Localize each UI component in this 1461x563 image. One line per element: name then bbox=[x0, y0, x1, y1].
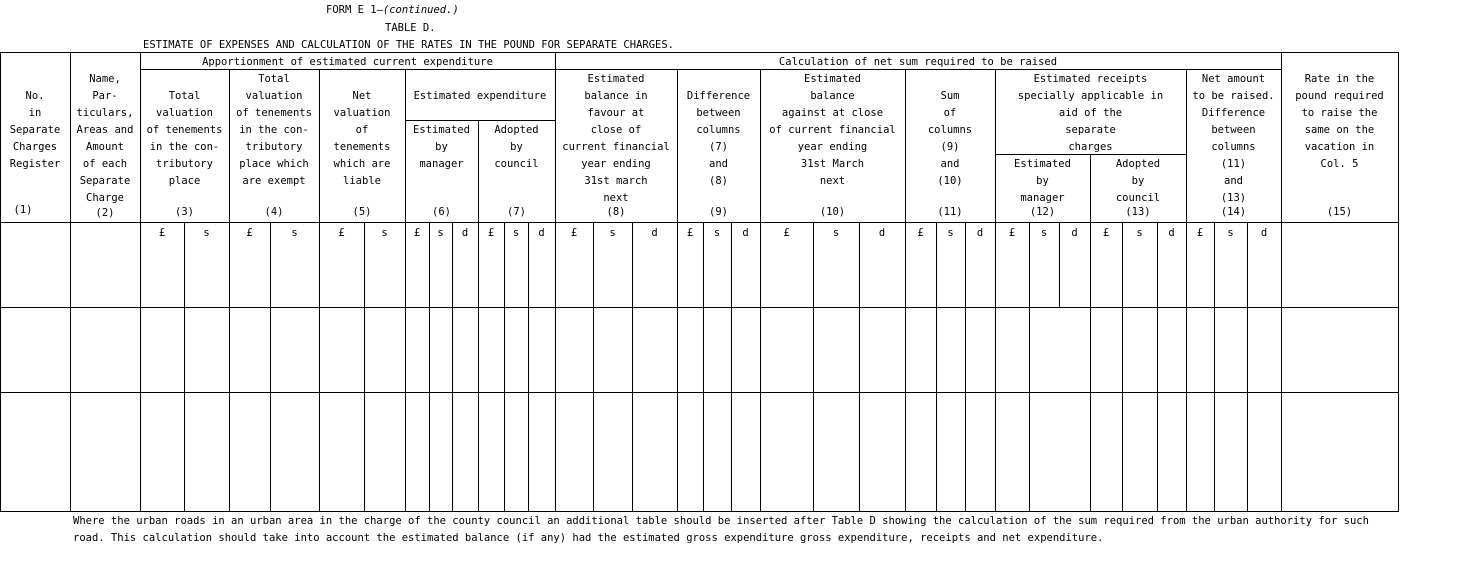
col9-header-line: between bbox=[696, 107, 741, 119]
header-estimated-receipts-line: aid of the bbox=[1058, 107, 1123, 119]
col3-number: (3) bbox=[175, 206, 194, 218]
rule-line bbox=[703, 222, 704, 511]
col2-header-line: Separate bbox=[79, 175, 131, 187]
unit-label: s bbox=[1040, 227, 1048, 239]
col2-header-line: Amount bbox=[86, 141, 124, 153]
unit-label: s bbox=[947, 227, 954, 239]
col3-header-line: Total bbox=[168, 90, 201, 102]
col2-header-line: Areas and bbox=[76, 124, 134, 136]
col14-header-line: columns bbox=[1211, 141, 1256, 153]
unit-label: £ bbox=[413, 227, 421, 239]
form-title: FORM E 1—(continued.) bbox=[326, 4, 459, 16]
rule-line bbox=[859, 222, 860, 511]
col3-header-line: tributory bbox=[156, 158, 213, 170]
col5-number: (5) bbox=[352, 206, 372, 218]
unit-label: £ bbox=[686, 227, 694, 239]
col3-header-line: place bbox=[168, 175, 201, 187]
header-estimated-receipts-line: separate bbox=[1065, 124, 1116, 136]
unit-label: £ bbox=[246, 227, 253, 239]
col4-header-line: valuation bbox=[245, 90, 303, 102]
col4-header-line: tributory bbox=[245, 141, 303, 153]
col14-header-line: Net amount bbox=[1201, 73, 1266, 85]
col10-header-line: balance bbox=[810, 90, 855, 102]
unit-label: d bbox=[976, 227, 984, 239]
unit-label: d bbox=[1168, 227, 1175, 239]
col3-header-line: in the con- bbox=[149, 141, 220, 153]
col8-header-line: balance in bbox=[584, 90, 648, 102]
col10-header-line: next bbox=[819, 175, 846, 187]
rule-line bbox=[632, 222, 633, 511]
rule-line bbox=[528, 222, 529, 511]
col8-header-line: close of bbox=[590, 124, 642, 136]
col7-header-line: council bbox=[494, 158, 539, 170]
rule-line bbox=[478, 120, 479, 511]
col1-header-line: Charges bbox=[12, 141, 58, 153]
rule-line bbox=[0, 392, 1399, 393]
col6-header-line: Estimated bbox=[413, 124, 470, 136]
unit-label: £ bbox=[570, 227, 578, 239]
col10-header-line: 31st March bbox=[800, 158, 865, 170]
col13-header-line: Adopted bbox=[1115, 158, 1161, 170]
col15-header-line: vacation in bbox=[1304, 141, 1375, 153]
col9-header-line: (7) bbox=[709, 141, 728, 153]
header-apportionment: Apportionment of estimated current expenditure bbox=[202, 56, 493, 68]
col10-header-line: Estimated bbox=[804, 73, 861, 85]
footer-note: Where the urban roads in an urban area in the charge of the county council an additional table should be inserted after Table D showing the calculation of the sum required from the urban authority for such road. This calculation should take into account the estimated balance (if any) had the estimated gross expenditure gross expenditure, receipts and net expenditure. bbox=[73, 515, 1369, 544]
col5-header-line: valuation bbox=[333, 107, 391, 119]
col15-number: (15) bbox=[1326, 206, 1353, 218]
header-estimated-receipts-line: specially applicable in bbox=[1017, 90, 1164, 102]
unit-label: d bbox=[651, 227, 658, 239]
col9-header-line: (8) bbox=[709, 175, 728, 187]
col8-header-line: Estimated bbox=[587, 73, 645, 85]
col11-header-line: columns bbox=[927, 124, 973, 136]
col15-header-line: same on the bbox=[1304, 124, 1375, 136]
rule-line bbox=[0, 52, 1399, 53]
col2-header-line: Name, bbox=[89, 73, 121, 85]
rule-line bbox=[731, 222, 732, 511]
rule-line bbox=[936, 222, 937, 511]
rule-line bbox=[1398, 52, 1399, 511]
unit-label: d bbox=[742, 227, 749, 239]
unit-label: d bbox=[1260, 227, 1268, 239]
rule-line bbox=[0, 307, 1399, 308]
col9-number: (9) bbox=[709, 206, 728, 218]
col5-header-line: Net bbox=[352, 90, 372, 102]
rule-line bbox=[452, 222, 453, 511]
unit-label: £ bbox=[1196, 227, 1204, 239]
header-estimated-receipts-line: charges bbox=[1068, 141, 1113, 153]
unit-label: £ bbox=[487, 227, 495, 239]
col4-number: (4) bbox=[264, 206, 284, 218]
rule-line bbox=[270, 222, 271, 511]
col15-header-line: Col. 5 bbox=[1320, 158, 1359, 170]
col5-header-line: which are bbox=[333, 158, 391, 170]
col4-header-line: place which bbox=[239, 158, 309, 170]
col15-header-line: to raise the bbox=[1301, 107, 1378, 119]
col2-header-line: ticulars, bbox=[76, 107, 134, 119]
rule-line bbox=[504, 222, 505, 511]
col11-header-line: and bbox=[940, 158, 960, 170]
col2-header-line: of each bbox=[82, 158, 128, 170]
col1-header-line: Separate bbox=[9, 124, 61, 136]
rule-line bbox=[965, 222, 966, 511]
unit-label: s bbox=[437, 227, 444, 239]
col7-header-line: by bbox=[510, 141, 523, 153]
col8-header-line: year ending bbox=[581, 158, 651, 170]
col8-number: (8) bbox=[606, 206, 626, 218]
rule-line bbox=[1214, 222, 1215, 511]
estimate-title: ESTIMATE OF EXPENSES AND CALCULATION OF THE RATES IN THE POUND FOR SEPARATE CHARGES. bbox=[143, 39, 675, 51]
col12-header-line: Estimated bbox=[1014, 158, 1071, 170]
rule-line bbox=[364, 222, 365, 511]
col4-header-line: are exempt bbox=[242, 175, 306, 187]
col4-header-line: Total bbox=[258, 73, 290, 85]
col13-header-line: by bbox=[1131, 175, 1145, 187]
col9-header-line: columns bbox=[696, 124, 741, 136]
unit-label: £ bbox=[783, 227, 790, 239]
unit-label: d bbox=[878, 227, 886, 239]
unit-label: s bbox=[291, 227, 298, 239]
col11-number: (11) bbox=[937, 206, 963, 218]
col5-header-line: liable bbox=[343, 175, 381, 187]
col1-header-line: in bbox=[28, 107, 42, 119]
col5-header-line: of bbox=[355, 124, 369, 136]
col10-header-line: against at close bbox=[781, 107, 884, 119]
col8-header-line: current financial bbox=[562, 141, 670, 153]
col9-header-line: Difference bbox=[686, 90, 751, 102]
col2-number: (2) bbox=[95, 207, 115, 219]
unit-label: d bbox=[461, 227, 469, 239]
rule-line bbox=[184, 222, 185, 511]
col14-number: (14) bbox=[1220, 206, 1247, 218]
unit-label: £ bbox=[338, 227, 345, 239]
unit-label: £ bbox=[158, 227, 166, 239]
col8-header-line: 31st march bbox=[584, 175, 648, 187]
col4-header-line: of tenements bbox=[236, 107, 312, 119]
rule-line bbox=[593, 222, 594, 511]
col7-header-line: Adopted bbox=[494, 124, 539, 136]
col12-header-line: manager bbox=[1020, 192, 1065, 204]
col9-header-line: and bbox=[709, 158, 728, 170]
col11-header-line: (10) bbox=[937, 175, 963, 187]
unit-label: s bbox=[512, 227, 520, 239]
rule-line bbox=[0, 222, 1399, 223]
unit-label: £ bbox=[917, 227, 924, 239]
col11-header-line: Sum bbox=[940, 90, 960, 102]
col14-header-line: between bbox=[1211, 124, 1256, 136]
header-calculation: Calculation of net sum required to be raised bbox=[778, 56, 1058, 68]
unit-label: s bbox=[609, 227, 616, 239]
header-estimated-receipts-line: Estimated receipts bbox=[1033, 73, 1148, 85]
col15-header-line: pound required bbox=[1295, 90, 1384, 102]
col1-header-line: No. bbox=[25, 90, 45, 102]
col5-header-line: tenements bbox=[333, 141, 391, 153]
col8-header-line: favour at bbox=[587, 107, 645, 119]
col12-number: (12) bbox=[1029, 206, 1056, 218]
unit-label: d bbox=[538, 227, 545, 239]
col1-header-line: Register bbox=[9, 158, 61, 170]
rule-line bbox=[429, 222, 430, 511]
col3-header-line: of tenements bbox=[146, 124, 223, 136]
table-title: TABLE D. bbox=[385, 22, 436, 34]
col1-number: (1) bbox=[13, 204, 33, 216]
col3-header-line: valuation bbox=[156, 107, 213, 119]
col4-header-line: in the con- bbox=[239, 124, 309, 136]
unit-label: s bbox=[381, 227, 388, 239]
rule-line bbox=[405, 120, 556, 121]
col6-number: (6) bbox=[432, 206, 451, 218]
rule-line bbox=[1029, 222, 1030, 511]
col6-header-line: by bbox=[435, 141, 448, 153]
unit-label: s bbox=[832, 227, 840, 239]
col2-header-line: Par- bbox=[92, 90, 118, 102]
col14-header-line: (11) bbox=[1220, 158, 1247, 170]
col14-header-line: Difference bbox=[1201, 107, 1266, 119]
col13-number: (13) bbox=[1125, 206, 1151, 218]
col10-header-line: of current financial bbox=[769, 124, 896, 136]
col14-header-line: to be raised. bbox=[1192, 90, 1275, 102]
unit-label: s bbox=[1136, 227, 1143, 239]
unit-label: £ bbox=[1008, 227, 1016, 239]
col8-header-line: next bbox=[603, 192, 629, 204]
rule-line bbox=[1247, 222, 1248, 511]
col6-header-line: manager bbox=[419, 158, 464, 170]
col14-header-line: (13) bbox=[1220, 192, 1247, 204]
rule-line bbox=[1157, 222, 1158, 511]
col10-number: (10) bbox=[819, 206, 846, 218]
col11-header-line: (9) bbox=[940, 141, 960, 153]
rule-line bbox=[0, 511, 1399, 512]
col14-header-line: and bbox=[1224, 175, 1243, 187]
col2-header-line: Charge bbox=[86, 192, 124, 204]
unit-label: s bbox=[1227, 227, 1234, 239]
col11-header-line: of bbox=[943, 107, 957, 119]
unit-label: £ bbox=[1102, 227, 1110, 239]
col7-number: (7) bbox=[507, 206, 526, 218]
col15-header-line: Rate in the bbox=[1304, 73, 1375, 85]
col13-header-line: council bbox=[1115, 192, 1161, 204]
unit-label: d bbox=[1071, 227, 1078, 239]
rule-line bbox=[1122, 222, 1123, 511]
header-estimated-expenditure: Estimated expenditure bbox=[413, 90, 547, 102]
col12-header-line: by bbox=[1036, 175, 1049, 187]
col10-header-line: year ending bbox=[797, 141, 868, 153]
unit-label: s bbox=[203, 227, 210, 239]
unit-label: s bbox=[713, 227, 721, 239]
rule-line bbox=[813, 222, 814, 511]
